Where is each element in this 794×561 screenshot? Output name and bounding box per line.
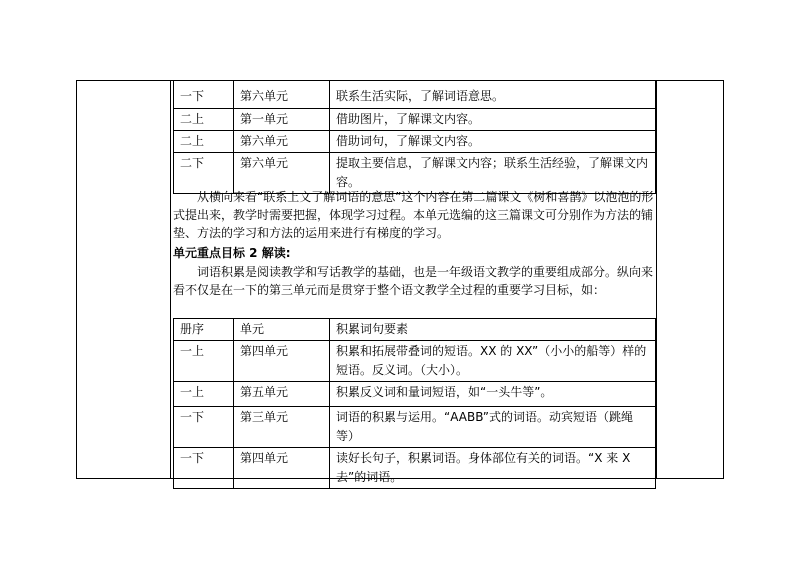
table-header-row: [174, 319, 656, 341]
table-cell: 一下: [174, 407, 234, 448]
column-header: 单元: [234, 319, 330, 341]
table-cell: 借助词句，了解课文内容。: [330, 131, 656, 153]
table-row: [174, 81, 656, 109]
table-cell: 第四单元: [234, 448, 330, 489]
table-row: [174, 407, 656, 448]
table-cell: 一上: [174, 382, 234, 407]
table-cell: 第六单元: [234, 153, 330, 194]
table-cell: 第六单元: [234, 131, 330, 153]
table-cell: 联系生活实际，了解词语意思。: [330, 81, 656, 109]
table-cell: 词语的积累与运用。“AABB”式的词语。动宾短语（跳绳等）: [330, 407, 656, 448]
paragraph-horizontal-view: 从横向来看“联系上文了解词语的意思”这个内容在第二篇课文《树和喜鹊》以泡泡的形式提出来，教学时需要把握，体现学习过程。本单元选编的这三篇课文可分别作为方法的铺垫、方法的学习和方法的运用来进行有梯度的学习。: [173, 190, 654, 240]
table-cell: 第三单元: [234, 407, 330, 448]
table-cell: 第六单元: [234, 81, 330, 109]
table-cell: 借助图片，了解课文内容。: [330, 109, 656, 131]
table-cell: 一下: [174, 448, 234, 489]
section-heading: 单元重点目标 2 解读:: [173, 246, 291, 260]
frame-divider-left: [170, 80, 171, 479]
table-row: [174, 448, 656, 489]
table-cell: 二上: [174, 109, 234, 131]
reading-methods-table: [173, 80, 656, 194]
table-cell: 提取主要信息，了解课文内容；联系生活经验，了解课文内容。: [330, 153, 656, 194]
column-header: 积累词句要素: [330, 319, 656, 341]
vocabulary-elements-table: [173, 318, 656, 489]
table-row: [174, 131, 656, 153]
table-row: [174, 341, 656, 382]
table-row: [174, 109, 656, 131]
table-cell: 第四单元: [234, 341, 330, 382]
table-cell: 第一单元: [234, 109, 330, 131]
table-cell: 一上: [174, 341, 234, 382]
table-cell: 积累反义词和量词短语，如“一头牛等”。: [330, 382, 656, 407]
table-cell: 第五单元: [234, 382, 330, 407]
table-cell: 二上: [174, 131, 234, 153]
column-header: 册序: [174, 319, 234, 341]
table-row: [174, 382, 656, 407]
table-cell: 读好长句子，积累词语。身体部位有关的词语。“X 来 X 去”的词语。: [330, 448, 656, 489]
table-cell: 一下: [174, 81, 234, 109]
table-cell: 二下: [174, 153, 234, 194]
frame-divider-right: [656, 80, 657, 479]
paragraph-word-accumulation: 词语积累是阅读教学和写话教学的基础，也是一年级语文教学的重要组成部分。纵向来看不仅是在一下的第三单元而是贯穿于整个语文教学全过程的重要学习目标，如：: [173, 265, 654, 297]
table-cell: 积累和拓展带叠词的短语。XX 的 XX”（小小的船等）样的短语。反义词。（大小）。: [330, 341, 656, 382]
